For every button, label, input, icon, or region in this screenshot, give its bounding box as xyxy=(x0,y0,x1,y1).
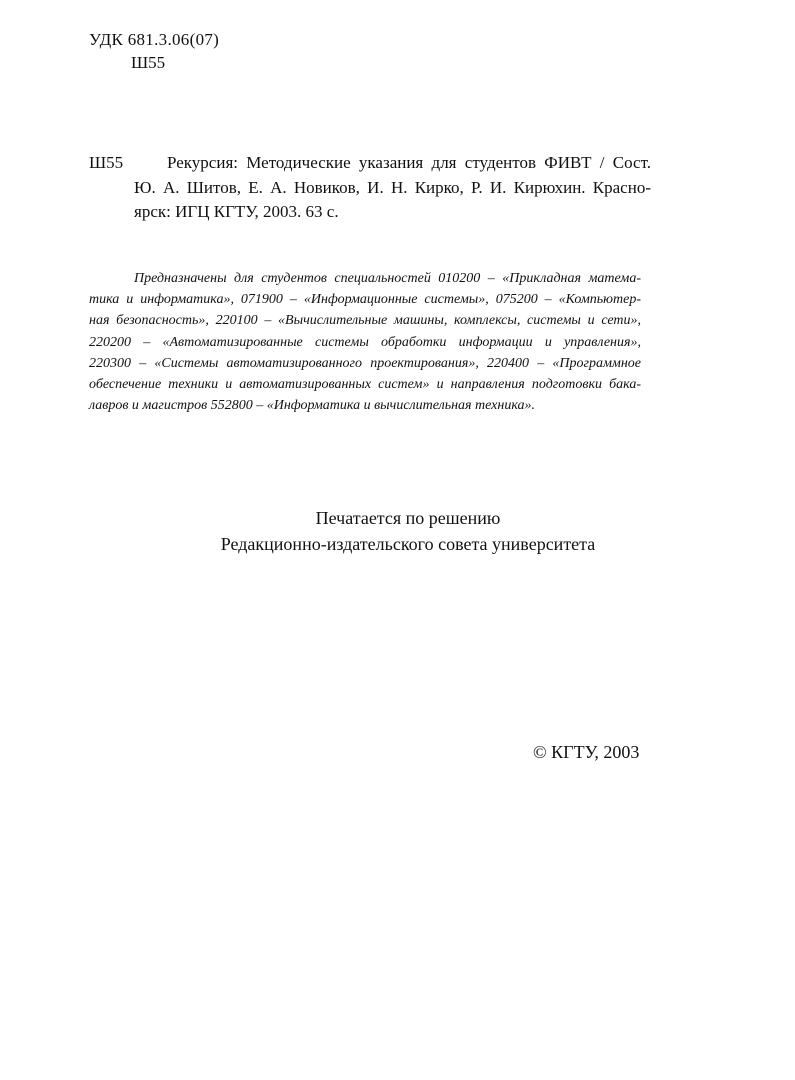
annotation-line: 220300 – «Системы автоматизированного проектирования», 220400 – «Программное xyxy=(89,355,641,371)
classification-block xyxy=(89,28,219,74)
annotation xyxy=(89,268,641,416)
publication-decision xyxy=(120,505,696,557)
decision-line-1: Печатается по решению xyxy=(315,508,501,528)
annotation-line: 220200 – «Автоматизированные системы обработки информации и управления», xyxy=(89,334,641,350)
annotation-line: тика и информатика», 071900 – «Информационные системы», 075200 – «Компьютер- xyxy=(89,292,641,308)
bibliographic-description xyxy=(89,151,651,225)
biblio-code: Ш55 xyxy=(89,153,124,172)
book-code: Ш55 xyxy=(131,53,166,72)
biblio-line-text: Рекурсия: Методические указания для студентов ФИВТ / Сост. xyxy=(167,153,651,172)
udk-code: УДК 681.3.06(07) xyxy=(89,30,220,49)
annotation-line: Предназначены для студентов специальностей 010200 – «Прикладная матема- xyxy=(134,271,641,286)
annotation-line: обеспечение техники и автоматизированных систем» и направления подготовки бака- xyxy=(89,376,641,392)
annotation-line: ная безопасность», 220100 – «Вычислительные машины, комплексы, системы и сети», xyxy=(89,313,641,329)
biblio-line: Ю. А. Шитов, Е. А. Новиков, И. Н. Кирко, Р. И. Кирюхин. Красно- xyxy=(134,177,651,197)
decision-line-2: Редакционно-издательского совета университета xyxy=(220,534,596,554)
copyright-notice: © КГТУ, 2003 xyxy=(533,742,640,762)
biblio-line xyxy=(89,151,651,176)
annotation-line: лавров и магистров 552800 – «Информатика и вычислительная техника». xyxy=(89,398,536,414)
biblio-line: ярск: ИГЦ КГТУ, 2003. 63 с. xyxy=(134,202,339,221)
